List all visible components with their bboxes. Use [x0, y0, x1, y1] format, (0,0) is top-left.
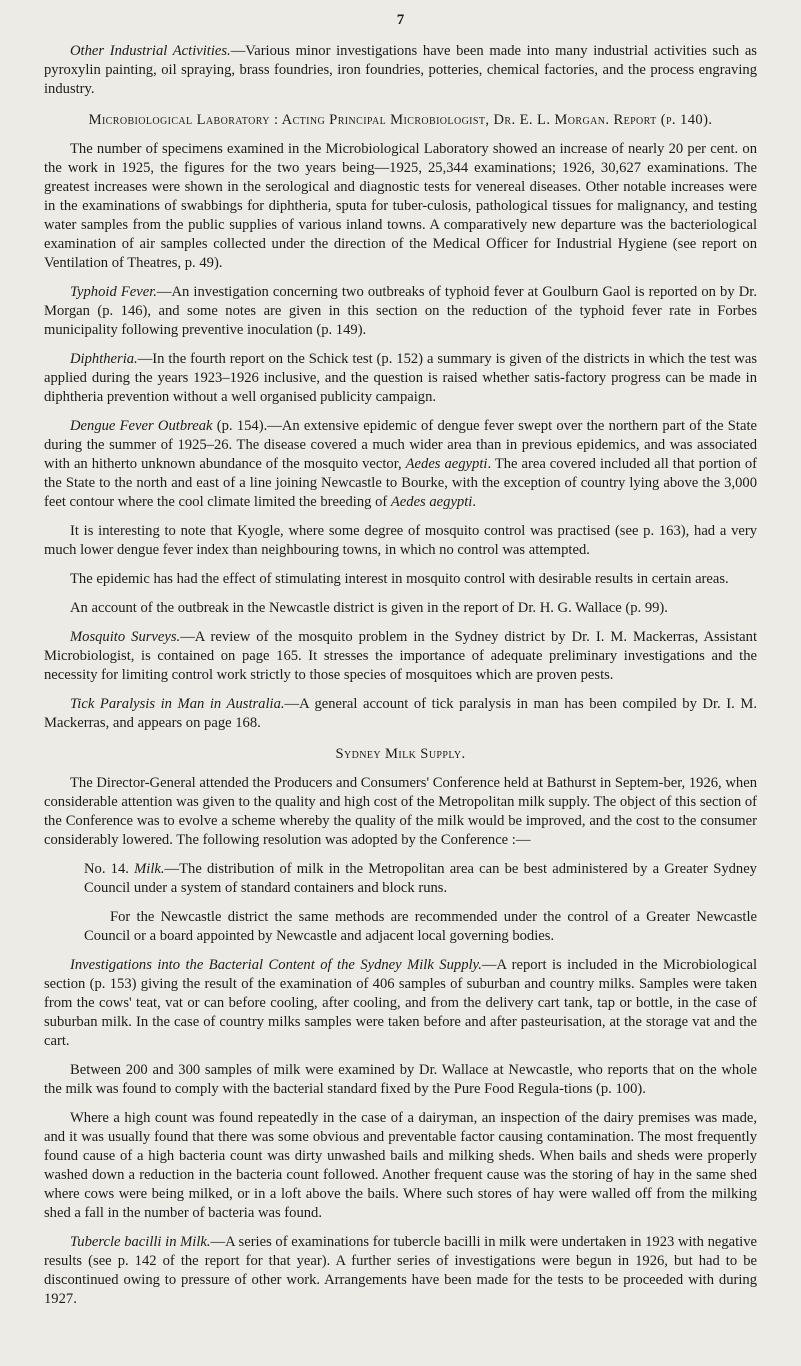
paragraph-tubercle — [44, 1233, 757, 1309]
heading-industrial-activities: Other Industrial Activities. — [70, 43, 231, 59]
paragraph-diphtheria — [44, 350, 757, 407]
section-heading-microbiological: Microbiological Laboratory : Acting Principal Microbiologist, Dr. E. L. Morgan. Report (p. 140). — [88, 112, 713, 128]
resolution-milk — [84, 860, 757, 898]
paragraph-newcastle: An account of the outbreak in the Newcastle district is given in the report of Dr. H. G. Wallace (p. 99). — [70, 600, 668, 616]
paragraph-mosquito-surveys — [44, 628, 757, 685]
paragraph-epidemic: The epidemic has had the effect of stimulating interest in mosquito control with desirable results in certain areas. — [70, 571, 729, 587]
text-industrial-activities: —Various minor investigations have been made into many industrial activities such as pyroxylin painting, oil spraying, brass foundries, iron foundries, potteries, chemical factories, and the process engraving industry. — [44, 43, 757, 97]
species-aedes-1: Aedes aegypti — [405, 456, 488, 472]
resolution-text: —The distribution of milk in the Metropolitan area can be best administered by a Greater Sydney Council under a system of standard containers and block runs. — [84, 861, 757, 896]
heading-bacterial-content: Investigations into the Bacterial Content of the Sydney Milk Supply. — [70, 957, 482, 973]
text-bacterial-content: —A report is included in the Microbiological section (p. 153) giving the result of the examination of 406 samples of suburban and country milks. Samples were taken from the cows' teat, vat or can before cooling, after cooling, and from the delivery cart tank, tap or bottle, in the case of suburban milk. In the case of country milks samples were taken before and after pasteurisation, at the storage vat and the cart. — [44, 957, 757, 1049]
heading-tubercle: Tubercle bacilli in Milk. — [70, 1234, 211, 1250]
species-aedes-2: Aedes aegypti — [390, 494, 473, 510]
resolution-number: No. 14. — [84, 861, 129, 877]
page-number: 7 — [396, 12, 405, 28]
text-mosquito-surveys: —A review of the mosquito problem in the Sydney district by Dr. I. M. Mackerras, Assistant Microbiologist, is contained on page 165. It stresses the importance of adequate preliminary investigations and the necessity for limiting control work strictly to those species of mosquitoes which are proven pests. — [44, 629, 757, 683]
text-typhoid: —An investigation concerning two outbreaks of typhoid fever at Goulburn Gaol is reported on by Dr. Morgan (p. 146), and some notes are given in this section on the reduction of the typhoid fever rate in Forbes municipality following preventive inoculation (p. 149). — [44, 284, 757, 338]
heading-tick-paralysis: Tick Paralysis in Man in Australia. — [70, 696, 285, 712]
paragraph-microbiological: The number of specimens examined in the Microbiological Laboratory showed an increase of nearly 20 per cent. on the work in 1925, the figures for the two years being—1925, 25,344 examinations; 1926, 30,627 examinations. The greatest increases were shown in the serological and diagnostic tests for venereal diseases. Other notable increases were in the examinations of swabbings for diphtheria, sputa for tuber-culosis, pathological tissues for malignancy, and testing water samples from the public supplies of various inland towns. A comparatively new departure was the bacteriological examination of air samples collected under the direction of the Medical Officer for Industrial Hygiene (see report on Ventilation of Theatres, p. 49). — [44, 141, 757, 271]
heading-diphtheria: Diphtheria. — [70, 351, 138, 367]
paragraph-dairy: Where a high count was found repeatedly in the case of a dairyman, an inspection of the dairy premises was made, and it was usually found that there was some obvious and preventable factor causing contamination. The most frequently found cause of a high bacteria count was dirty unwashed bails and milking sheds. When bails and sheds were properly washed down a reduction in the bacteria count followed. Another frequent cause was the storing of hay in the same shed where cows were being milked, or in a loft above the bails. Where such stores of hay were walled off from the milking shed a fall in the number of bacteria was found. — [44, 1110, 757, 1221]
paragraph-industrial-activities — [44, 42, 757, 99]
section-heading-milk-supply: Sydney Milk Supply. — [335, 746, 466, 762]
paragraph-kyogle: It is interesting to note that Kyogle, where some degree of mosquito control was practised (see p. 163), had a very much lower dengue fever index than neighbouring towns, in which no control was attempted. — [44, 523, 757, 558]
resolution-heading: Milk. — [134, 861, 165, 877]
text-tubercle: —A series of examinations for tubercle bacilli in milk were undertaken in 1923 with negative results (see p. 142 of the report for that year). A further series of investigations were begun in 1926, but had to be discontinued owing to pressure of other work. Arrangements have been made for the tests to be proceeded with during 1927. — [44, 1234, 757, 1307]
heading-mosquito-surveys: Mosquito Surveys. — [70, 629, 181, 645]
text-diphtheria: —In the fourth report on the Schick test (p. 152) a summary is given of the districts in which the test was applied during the years 1923–1926 inclusive, and the question is raised whether satis-factory progress can be made in diphtheria prevention without a well organised publicity campaign. — [44, 351, 757, 405]
text-dengue-2: . The area covered included all that portion of the State to the north and east of a line joining Newcastle to Bourke, with the exception of country lying above the 3,000 feet contour where the cool climate limited the breeding of — [44, 456, 757, 510]
paragraph-conference: The Director-General attended the Producers and Consumers' Conference held at Bathurst in Septem-ber, 1926, when considerable attention was given to the quality and high cost of the Metropolitan milk supply. The object of this section of the Conference was to evolve a scheme whereby the quality of the milk would be improved, and the cost to the consumer considerably lowered. The following resolution was adopted by the Conference :— — [44, 775, 757, 848]
paragraph-typhoid — [44, 283, 757, 340]
paragraph-wallace: Between 200 and 300 samples of milk were examined by Dr. Wallace at Newcastle, who reports that on the whole the milk was found to comply with the bacterial standard fixed by the Pure Food Regula-tions (p. 100). — [44, 1062, 757, 1097]
paragraph-bacterial-content — [44, 956, 757, 1051]
paragraph-dengue — [44, 417, 757, 512]
text-tick-paralysis: —A general account of tick paralysis in man has been compiled by Dr. I. M. Mackerras, and appears on page 168. — [44, 696, 757, 731]
text-dengue-3: . — [472, 494, 476, 510]
resolution-newcastle: For the Newcastle district the same methods are recommended under the control of a Greater Newcastle Council or a board appointed by Newcastle and adjacent local governing bodies. — [84, 909, 757, 944]
heading-typhoid: Typhoid Fever. — [70, 284, 157, 300]
paragraph-tick-paralysis — [44, 695, 757, 733]
text-dengue: (p. 154).—An extensive epidemic of dengue fever swept over the northern part of the State during the summer of 1925–26. The disease covered a much wider area than in previous epidemics, and was associated with an hitherto unknown abundance of the mosquito vector, — [44, 418, 757, 472]
heading-dengue: Dengue Fever Outbreak — [70, 418, 213, 434]
